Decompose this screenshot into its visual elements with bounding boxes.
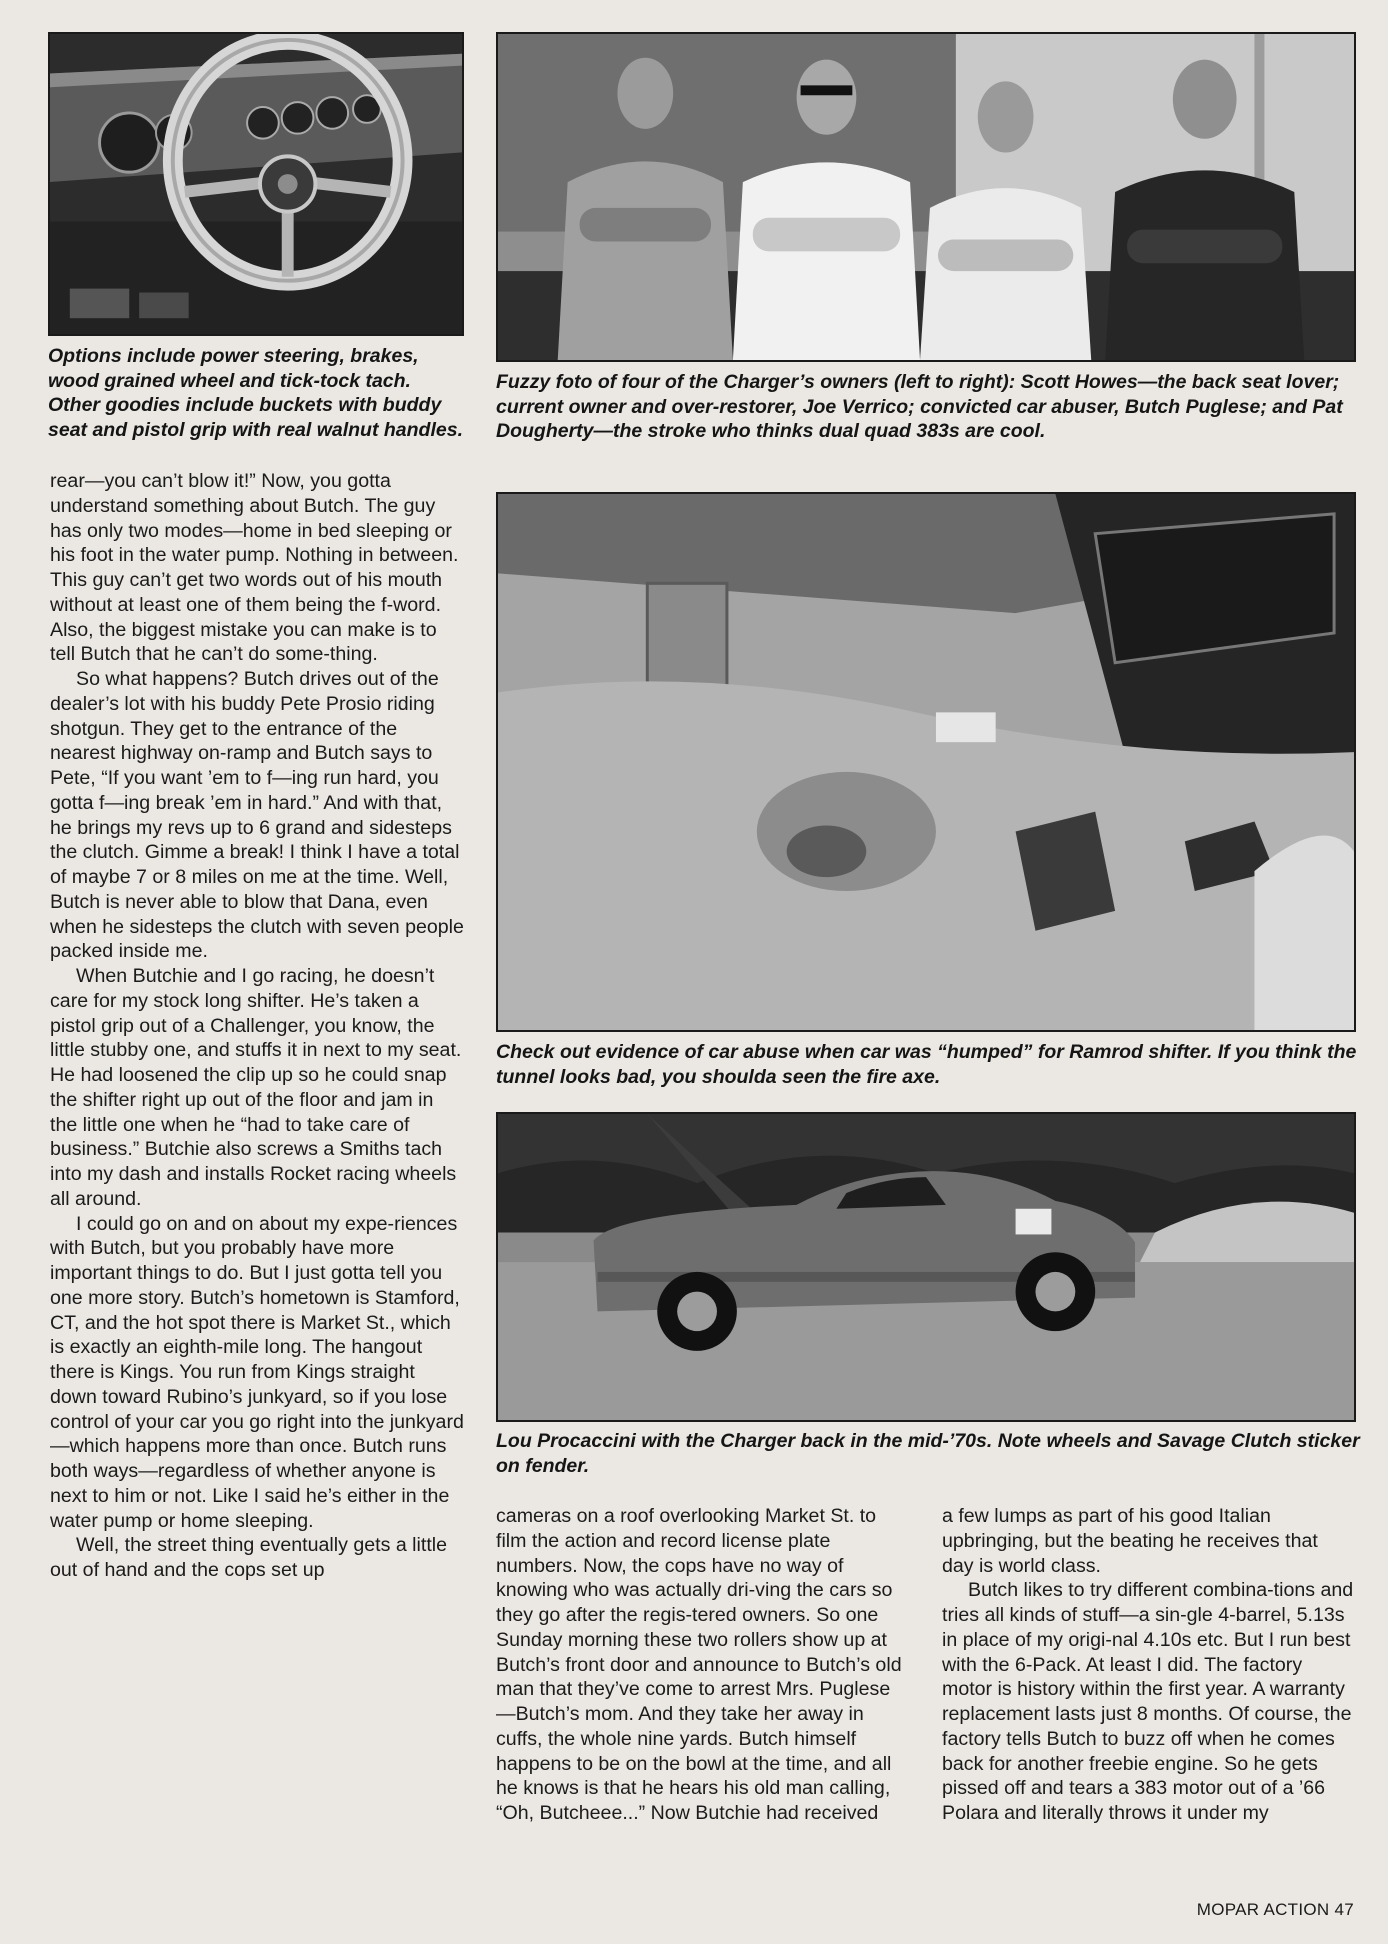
charger-caption: Lou Procaccini with the Charger back in the mid-’70s. Note wheels and Savage Clutch sticker on fender.: [496, 1430, 1360, 1477]
floor-caption: Check out evidence of car abuse when car was “humped” for Ramrod shifter. If you think the tunnel looks bad, you shoulda seen the fire axe.: [496, 1041, 1357, 1088]
article-paragraph: cameras on a roof overlooking Market St. to film the action and record license plate numbers. Now, the cops have no way of knowing who was actually dri-ving the cars so they go after the regis-tered owners. So one Sunday morning these two rollers show up at Butch’s front door and announce to Butch’s old man that they’ve come to arrest Mrs. Puglese—Butch’s mom. And they take her away in cuffs, the whole nine yards. Butch himself happens to be on the bowl at the time, and all he knows is that he hears his old man calling, “Oh, Butcheee...” Now Butchie had received: [496, 1505, 902, 1824]
article-column-right: [942, 1504, 1354, 1826]
page-footer: MOPAR ACTION 47: [1196, 1900, 1354, 1919]
dashboard-caption: Options include power steering, brakes, wood grained wheel and tick-tock tach. Other goodies include buckets with buddy seat and pistol grip with real walnut handles.: [48, 345, 463, 441]
article-column-middle: [496, 1504, 908, 1826]
article-paragraph: So what happens? Butch drives out of the dealer’s lot with his buddy Pete Prosio riding shotgun. They get to the entrance of the nearest highway on-ramp and Butch says to Pete, “If you want ’em to f—ing run hard, you gotta f—ing break ’em in hard.” And with that, he brings my revs up to 6 grand and sidesteps the clutch. Gimme a break! I think I have a total of maybe 7 or 8 miles on me at the time. Well, Butch is never able to blow that Dana, even when he sidesteps the clutch with seven people packed inside me.: [50, 668, 464, 963]
article-paragraph: rear—you can’t blow it!” Now, you gotta understand something about Butch. The guy has only two modes—home in bed sleeping or his foot in the water pump. Nothing in between. This guy can’t get two words out of his mouth without at least one of them being the f-word. Also, the biggest mistake you can make is to tell Butch that he can’t do some-thing.: [50, 470, 459, 666]
owners-caption: Fuzzy foto of four of the Charger’s owners (left to right): Scott Howes—the back seat lover; current owner and over-restorer, Joe Verrico; convicted car abuser, Butch Puglese; and Pat Dougherty—the stroke who thinks dual quad 383s are cool.: [496, 371, 1343, 442]
owners-photo: [496, 32, 1356, 362]
floor-photo: [496, 492, 1356, 1032]
article-paragraph: I could go on and on about my expe-riences with Butch, but you probably have more important things to do. But I just gotta tell you one more story. Butch’s hometown is Stamford, CT, and the hot spot there is Market St., which is exactly an eighth-mile long. The hangout there is Kings. You run from Kings straight down toward Rubino’s junkyard, so if you lose control of your car you go right into the junkyard—which happens more than once. Butch runs both ways—regardless of whether anyone is next to him or not. Like I said he’s either in the water pump or home sleeping.: [50, 1212, 464, 1532]
dashboard-photo: [48, 32, 464, 336]
article-paragraph: a few lumps as part of his good Italian upbringing, but the beating he receives that day is world class.: [942, 1505, 1318, 1577]
floor-illustration: [498, 494, 1354, 1030]
owners-illustration: [498, 34, 1354, 360]
article-column-left: [50, 469, 466, 1583]
article-paragraph: Well, the street thing eventually gets a little out of hand and the cops set up: [50, 1534, 448, 1581]
dashboard-illustration: [50, 34, 462, 334]
charger-photo: [496, 1112, 1356, 1422]
charger-illustration: [498, 1114, 1354, 1420]
article-paragraph: Butch likes to try different combina-tions and tries all kinds of stuff—a sin-gle 4-barrel, 5.13s in place of my origi-nal 4.10s etc. But I run best with the 6-Pack. At least I did. The factory motor is history within the first year. A warranty replacement lasts just 8 months. Of course, the factory tells Butch to buzz off when he comes back for another freebie engine. So he gets pissed off and tears a 383 motor out of a ’66 Polara and literally throws it under my: [942, 1579, 1354, 1824]
article-paragraph: When Butchie and I go racing, he doesn’t care for my stock long shifter. He’s taken a pistol grip out of a Challenger, you know, the little stubby one, and stuffs it in next to my seat. He had loosened the clip up so he could snap the shifter right up out of the floor and jam in the little one when he “had to take care of business.” Butchie also screws a Smiths tach into my dash and installs Rocket racing wheels all around.: [50, 965, 462, 1210]
